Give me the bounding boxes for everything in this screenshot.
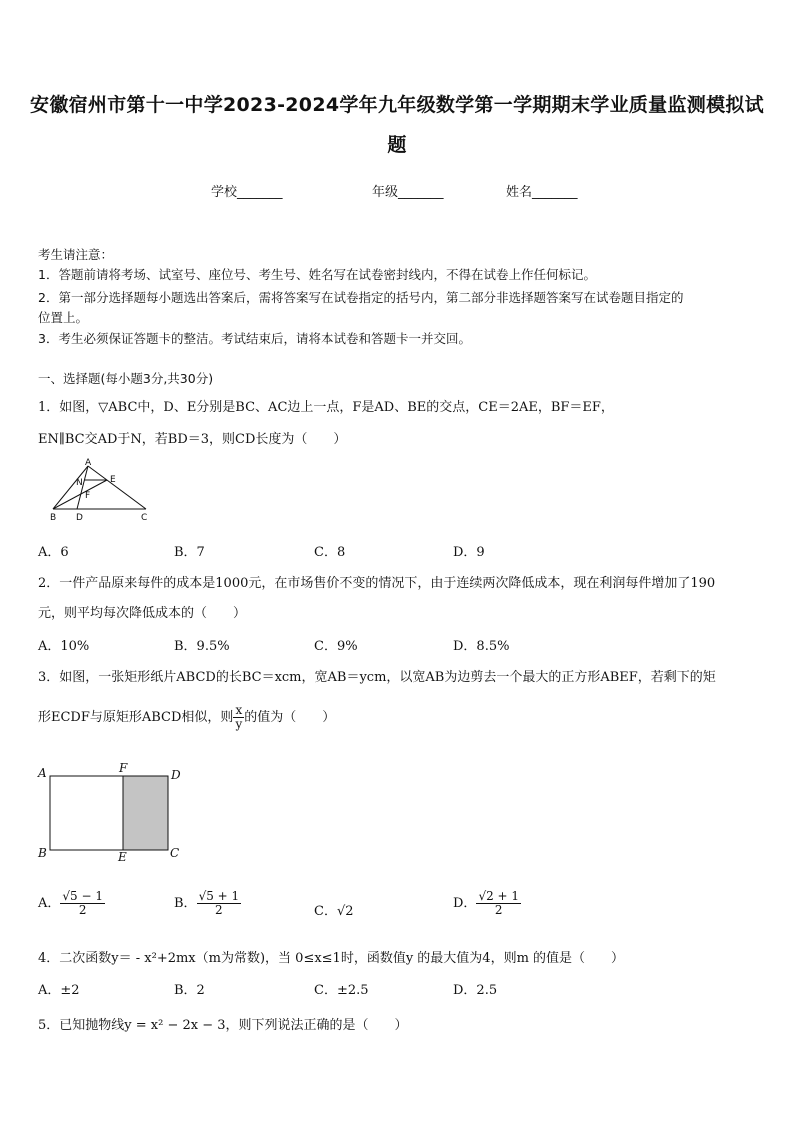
- notice-item-3: 3．考生必须保证答题卡的整洁。考试结束后，请将本试卷和答题卡一并交回。: [38, 331, 471, 346]
- option-a-denominator: 2: [78, 903, 87, 918]
- fraction-denominator: y: [235, 717, 243, 732]
- question-3-option-c: [314, 900, 354, 919]
- notice-item-2-continued: 位置上。: [38, 310, 89, 325]
- option-b-fraction: [197, 890, 242, 917]
- fig3-label-f: F: [119, 762, 128, 775]
- question-3-text-continued: [38, 704, 335, 731]
- fig3-label-a: A: [38, 766, 47, 780]
- question-2-option-a: A．10%: [38, 639, 90, 654]
- fraction-numerator: x: [235, 703, 243, 717]
- question-2-option-b: B．9.5%: [174, 639, 230, 654]
- question-4-option-a: A．±2: [38, 983, 80, 998]
- fig1-label-b: B: [50, 513, 57, 523]
- school-field: 学校_______: [211, 185, 283, 200]
- fig3-label-c: C: [170, 846, 180, 860]
- question-3-option-b: [174, 890, 241, 917]
- question-5-text: 5．已知抛物线y = x² − 2x − 3，则下列说法正确的是（ ）: [38, 1018, 408, 1033]
- fig1-label-f: F: [85, 491, 91, 501]
- question-3-text-suffix: 的值为（ ）: [244, 710, 336, 726]
- question-4-text: 4．二次函数y＝ - x²+2mx（m为常数)，当 0≤x≤1时，函数值y 的最大值为4，则m 的值是（ ）: [38, 951, 625, 966]
- question-4-option-d: D．2.5: [453, 983, 498, 998]
- option-d-fraction: [476, 890, 521, 917]
- question-1-option-c: C．8: [314, 545, 346, 560]
- option-b-numerator: √5 + 1: [198, 889, 240, 903]
- question-4-option-c: C．±2.5: [314, 983, 369, 998]
- question-4-option-b: B．2: [174, 983, 205, 998]
- question-3-text-prefix: 形ECDF与原矩形ABCD相似，则: [38, 710, 234, 726]
- option-a-numerator: √5 − 1: [62, 889, 103, 903]
- fig1-label-e: E: [110, 475, 116, 485]
- fig1-label-n: N: [76, 478, 83, 488]
- question-3-option-a: [38, 890, 105, 917]
- question-2-option-d: D．8.5%: [453, 639, 510, 654]
- notice-item-1: 1．答题前请将考场、试室号、座位号、考生号、姓名写在试卷密封线内，不得在试卷上作任何标记。: [38, 267, 596, 282]
- notice-heading: 考生请注意：: [38, 247, 114, 262]
- question-1-text: 1．如图，▽ABC中，D、E分别是BC、AC边上一点，F是AD、BE的交点，CE＝2AE，BF＝EF，: [38, 400, 614, 415]
- notice-item-2: 2．第一部分选择题每小题选出答案后，需将答案写在试卷指定的括号内，第二部分非选择题答案写在试卷题目指定的: [38, 290, 684, 305]
- question-1-text-continued: EN∥BC交AD于N，若BD＝3，则CD长度为（ ）: [38, 432, 347, 447]
- question-2-text: 2．一件产品原来每件的成本是1000元，在市场售价不变的情况下，由于连续两次降低成本，现在利润每件增加了190: [38, 576, 716, 591]
- fig3-label-d: D: [171, 768, 181, 782]
- question-1-option-b: B．7: [174, 545, 205, 560]
- question-1-figure: [40, 458, 155, 524]
- option-a-label: A．: [38, 896, 61, 912]
- option-d-numerator: √2 + 1: [478, 889, 520, 903]
- x-over-y-fraction: [233, 704, 244, 731]
- name-field: 姓名_______: [506, 185, 578, 200]
- option-d-denominator: 2: [494, 903, 503, 918]
- question-3-text: 3．如图，一张矩形纸片ABCD的长BC＝xcm，宽AB＝ycm，以宽AB为边剪去一个最大的正方形ABEF，若剩下的矩: [38, 670, 716, 685]
- option-b-label: B．: [174, 896, 197, 912]
- option-c-value: √2: [336, 904, 354, 919]
- question-2-option-c: C．9%: [314, 639, 358, 654]
- page-title: 安徽宿州市第十一中学2023-2024学年九年级数学第一学期期末学业质量监测模拟试: [30, 94, 764, 116]
- question-3-figure: [36, 762, 186, 862]
- fig1-label-c: C: [141, 513, 148, 523]
- question-1-option-a: A．6: [38, 545, 69, 560]
- question-3-option-d: [453, 890, 521, 917]
- fig1-label-a: A: [85, 458, 92, 468]
- question-2-text-continued: 元，则平均每次降低成本的（ ）: [38, 606, 247, 621]
- option-a-fraction: [60, 890, 105, 917]
- option-d-label: D．: [453, 896, 477, 912]
- question-1-option-d: D．9: [453, 545, 485, 560]
- option-b-denominator: 2: [215, 903, 223, 918]
- grade-field: 年级_______: [372, 185, 444, 200]
- section-heading: 一、选择题(每小题3分,共30分): [38, 371, 214, 386]
- fig3-label-b: B: [38, 846, 47, 860]
- fig1-label-d: D: [76, 513, 83, 523]
- fig3-label-e: E: [118, 850, 127, 862]
- page-title-continued: 题: [387, 134, 407, 156]
- option-c-label: C．: [314, 904, 337, 919]
